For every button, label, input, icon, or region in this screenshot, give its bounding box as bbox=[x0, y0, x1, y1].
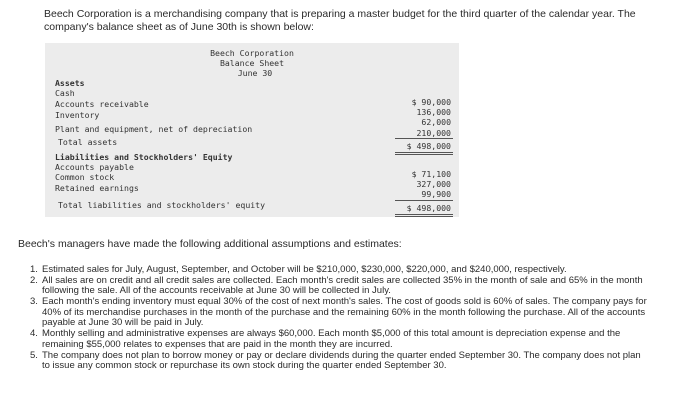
item-text: Each month's ending inventory must equal 30% of the cost of next month's sales. The cost of goods sold is 60% of sales. The company pays for 40% of its merchandise purchases in the month of the purchase and the remaining 60% in the month following the purchase. All of the accounts payable at June 30 will be paid in July. bbox=[42, 296, 647, 329]
row-value: $ 498,000 bbox=[406, 203, 451, 213]
row-value: 136,000 bbox=[416, 107, 451, 117]
intro-paragraph: Beech Corporation is a merchandising company that is preparing a master budget for the third quarter of the calendar year. The company's balance sheet as of June 30th is shown below: bbox=[44, 8, 636, 33]
row-value: $ 498,000 bbox=[406, 141, 451, 151]
list-item bbox=[30, 265, 650, 275]
row-value: $ 90,000 bbox=[411, 97, 451, 107]
item-number: 3. bbox=[30, 296, 38, 308]
row-label: Inventory bbox=[55, 110, 100, 120]
item-text: All sales are on credit and all credit sales are collected. Each month's credit sales are collected 35% in the month of sale and 65% in the month following the sale. All of the accounts receivable at June 30 will be collected in July. bbox=[42, 275, 643, 297]
double-rule bbox=[395, 154, 453, 155]
assumptions-list bbox=[30, 265, 650, 372]
row-value: 99,900 bbox=[421, 189, 451, 199]
list-item bbox=[30, 329, 650, 350]
row-label: Accounts receivable bbox=[55, 99, 149, 109]
row-label: Cash bbox=[55, 88, 75, 98]
double-rule bbox=[395, 152, 453, 153]
sum-rule bbox=[395, 200, 453, 201]
list-item bbox=[30, 297, 650, 328]
row-value: 62,000 bbox=[421, 117, 451, 127]
item-text: Monthly selling and administrative expenses are always $60,000. Each month $5,000 of this total amount is depreciation expense and the remaining $55,000 relates to expenses that are paid in the month they are incurred. bbox=[42, 328, 621, 350]
assumptions-title: Beech's managers have made the following additional assumptions and estimates: bbox=[18, 238, 402, 250]
item-number: 2. bbox=[30, 275, 38, 286]
item-text: The company does not plan to borrow money or pay or declare dividends during the quarter ended September 30. The company does not plan to issue any common stock or repurchase its own stock during the quarter ended September 30. bbox=[42, 349, 641, 372]
assets-heading: Assets bbox=[55, 78, 85, 88]
balance-sheet bbox=[45, 43, 459, 217]
liabilities-heading: Liabilities and Stockholders' Equity bbox=[55, 152, 233, 162]
double-rule bbox=[395, 214, 453, 215]
item-text: Estimated sales for July, August, September, and October will be $210,000, $230,000, $220,000, and $240,000, respectively. bbox=[42, 264, 567, 275]
list-item bbox=[30, 351, 650, 372]
double-rule bbox=[395, 216, 453, 217]
sheet-subtitle: Balance Sheet bbox=[219, 58, 285, 68]
row-label: Accounts payable bbox=[55, 162, 134, 172]
row-label: Total liabilities and stockholders' equity bbox=[58, 200, 266, 210]
item-number: 4. bbox=[30, 328, 38, 340]
row-value: 210,000 bbox=[416, 128, 451, 138]
row-value: 327,000 bbox=[416, 179, 451, 189]
sheet-date: June 30 bbox=[237, 68, 273, 78]
row-value: $ 71,100 bbox=[411, 169, 451, 179]
row-label: Retained earnings bbox=[55, 183, 139, 193]
row-label: Plant and equipment, net of depreciation bbox=[55, 124, 253, 134]
item-number: 5. bbox=[30, 349, 38, 361]
sum-rule bbox=[395, 138, 453, 139]
sheet-title: Beech Corporation bbox=[210, 48, 294, 58]
item-number: 1. bbox=[30, 264, 38, 275]
row-label: Common stock bbox=[55, 172, 115, 182]
list-item bbox=[30, 276, 650, 297]
row-label: Total assets bbox=[58, 137, 118, 147]
